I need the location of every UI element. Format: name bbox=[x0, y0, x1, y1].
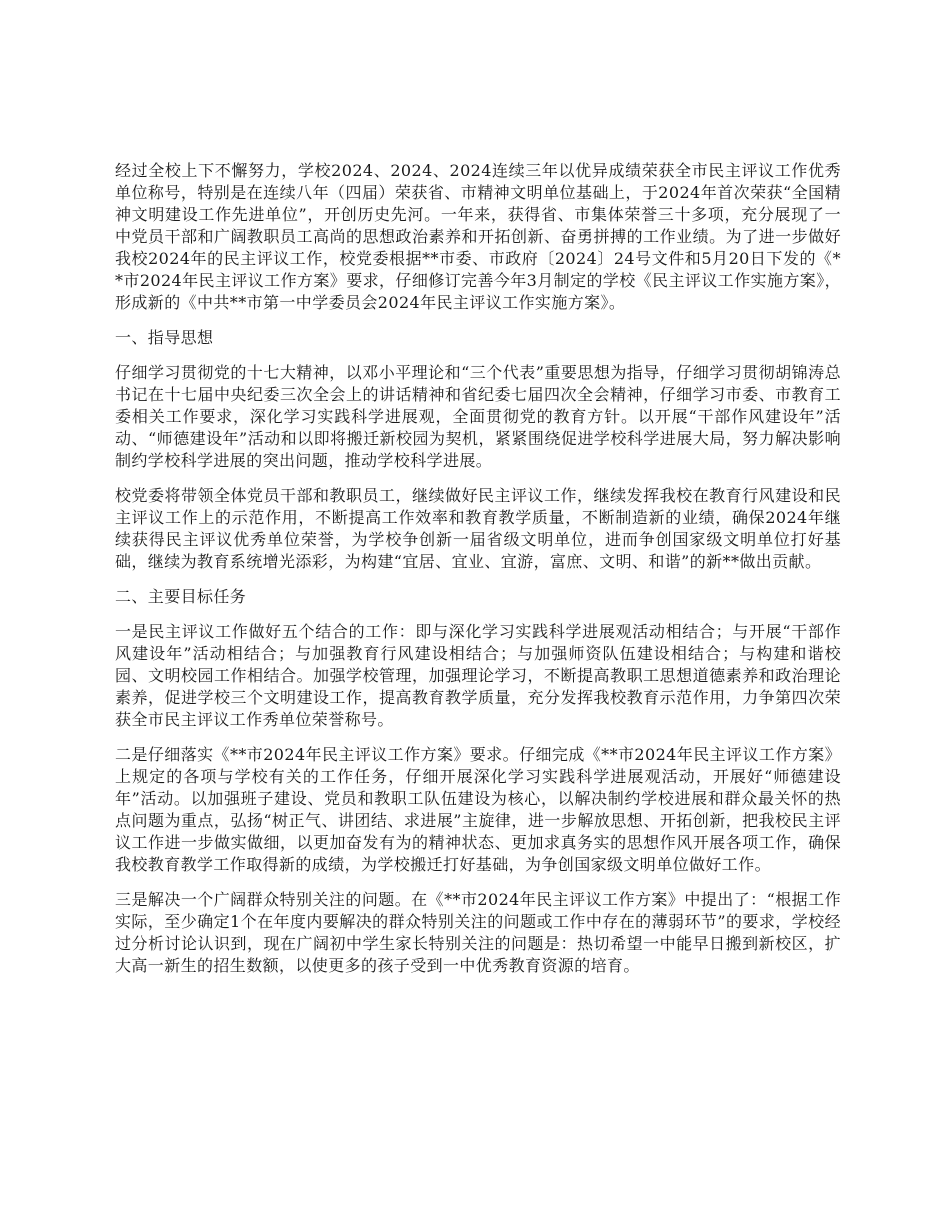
main-goals-paragraph-3: 三是解决一个广阔群众特别关注的问题。在《**市2024年民主评议工作方案》中提出了：“根据工作实际，至少确定1个在年度内要解决的群众特别关注的问题或工作中存在的薄弱环节”的要求，学校经过分析讨论认识到，现在广阔初中学生家长特别关注的问题是：热切希望一中能早日搬到新校区，扩大高一新生的招生数额，以使更多的孩子受到一中优秀教育资源的培育。 bbox=[115, 890, 841, 975]
section-heading-main-goals: 二、主要目标任务 bbox=[115, 587, 247, 606]
guiding-ideology-paragraph-1: 仔细学习贯彻党的十七大精神，以邓小平理论和“三个代表”重要思想为指导，仔细学习贯彻胡锦涛总书记在十七届中央纪委三次全会上的讲话精神和省纪委七届四次全会精神，仔细学习市委、市教育工委相关工作要求，深化学习实践科学进展观，全面贯彻党的教育方针。以开展“干部作风建设年”活动、“师德建设年”活动和以即将搬迁新校园为契机，紧紧围绕促进学校科学进展大局，努力解决影响制约学校科学进展的突出问题，推动学校科学进展。 bbox=[115, 363, 841, 470]
document-body bbox=[115, 160, 841, 990]
guiding-ideology-paragraph-2: 校党委将带领全体党员干部和教职员工，继续做好民主评议工作，继续发挥我校在教育行风建设和民主评议工作上的示范作用，不断提高工作效率和教育教学质量，不断制造新的业绩，确保2024年继续获得民主评议优秀单位荣誉，为学校争创新一届省级文明单位，进而争创国家级文明单位打好基础，继续为教育系统增光添彩，为构建“宜居、宜业、宜游，富庶、文明、和谐”的新**做出贡献。 bbox=[115, 486, 841, 571]
main-goals-paragraph-2: 二是仔细落实《**市2024年民主评议工作方案》要求。仔细完成《**市2024年民主评议工作方案》上规定的各项与学校有关的工作任务，仔细开展深化学习实践科学进展观活动，开展好“师德建设年”活动。以加强班子建设、党员和教职工队伍建设为核心，以解决制约学校进展和群众最关怀的热点问题为重点，弘扬“树正气、讲团结、求进展”主旋律，进一步解放思想、开拓创新，把我校民主评议工作进一步做实做细，以更加奋发有为的精神状态、更加求真务实的思想作风开展各项工作，确保我校教育教学工作取得新的成绩，为学校搬迁打好基础，为争创国家级文明单位做好工作。 bbox=[115, 745, 841, 874]
main-goals-paragraph-1: 一是民主评议工作做好五个结合的工作：即与深化学习实践科学进展观活动相结合；与开展“干部作风建设年”活动相结合；与加强教育行风建设相结合；与加强师资队伍建设相结合；与构建和谐校园、文明校园工作相结合。加强学校管理，加强理论学习，不断提高教职工思想道德素养和政治理论素养，促进学校三个文明建设工作，提高教育教学质量，充分发挥我校教育示范作用，力争第四次荣获全市民主评议工作秀单位荣誉称号。 bbox=[115, 622, 841, 729]
intro-paragraph: 经过全校上下不懈努力，学校2024、2024、2024连续三年以优异成绩荣获全市民主评议工作优秀单位称号，特别是在连续八年（四届）荣获省、市精神文明单位基础上，于2024年首次荣获“全国精神文明建设工作先进单位”，开创历史先河。一年来，获得省、市集体荣誉三十多项，充分展现了一中党员干部和广阔教职员工高尚的思想政治素养和开拓创新、奋勇拼搏的工作业绩。为了进一步做好我校2024年的民主评议工作，校党委根据**市委、市政府〔2024〕24号文件和5月20日下发的《**市2024年民主评议工作方案》要求，仔细修订完善今年3月制定的学校《民主评议工作实施方案》，形成新的《中共**市第一中学委员会2024年民主评议工作实施方案》。 bbox=[115, 161, 841, 312]
section-heading-guiding-ideology: 一、指导思想 bbox=[115, 328, 214, 347]
